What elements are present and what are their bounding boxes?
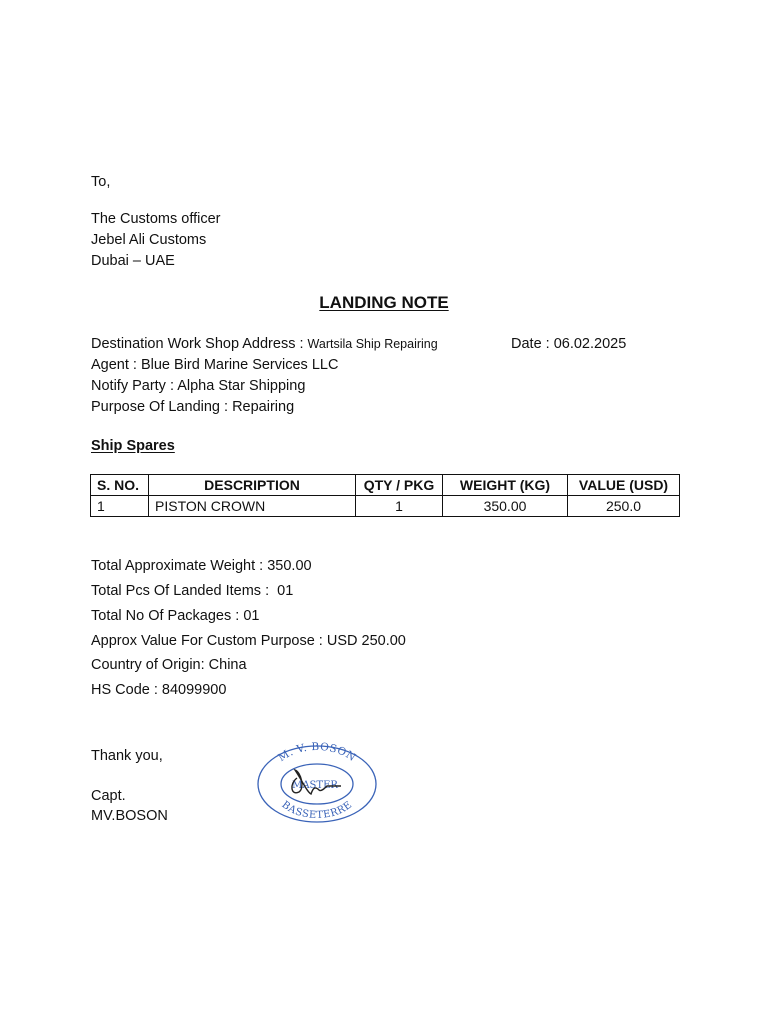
recipient-line-3: Dubai – UAE [91,253,175,269]
cell-value: 250.0 [568,496,680,517]
table-row [91,496,680,517]
ship-stamp [255,742,379,826]
signatory-rank: Capt. [91,788,126,804]
closing-thanks: Thank you, [91,748,163,764]
workshop-label: Destination Work Shop Address : [91,336,308,352]
document-date: Date : 06.02.2025 [511,336,627,352]
stamp-top-text: M. V. BOSON [276,742,358,765]
recipient-line-2: Jebel Ali Customs [91,232,207,248]
column-header-sno: S. NO. [91,475,149,496]
section-heading: Ship Spares [91,438,175,454]
salutation: To, [91,174,111,190]
total-weight: Total Approximate Weight : 350.00 [91,558,312,574]
signatory-vessel: MV.BOSON [91,808,168,824]
document-title: LANDING NOTE [319,293,449,312]
stamp-bottom-text: BASSETERRE [279,799,355,822]
notify-party-line: Notify Party : Alpha Star Shipping [91,378,306,394]
column-header-qty: QTY / PKG [356,475,443,496]
total-packages: Total No Of Packages : 01 [91,608,260,624]
cell-weight: 350.00 [443,496,568,517]
cell-sno: 1 [91,496,149,517]
stamp-middle-text: MASTER [292,780,338,791]
spares-table [90,474,680,517]
total-pcs: Total Pcs Of Landed Items : 01 [91,583,294,599]
workshop-address [91,335,438,353]
column-header-weight: WEIGHT (KG) [443,475,568,496]
workshop-value: Wartsila Ship Repairing [307,337,438,351]
column-header-description: DESCRIPTION [149,475,356,496]
approx-value: Approx Value For Custom Purpose : USD 250.00 [91,633,406,649]
hs-code: HS Code : 84099900 [91,682,227,698]
purpose-line: Purpose Of Landing : Repairing [91,399,295,415]
column-header-value: VALUE (USD) [568,475,680,496]
agent-line: Agent : Blue Bird Marine Services LLC [91,357,339,373]
cell-description: PISTON CROWN [149,496,356,517]
table-header-row [91,475,680,496]
recipient-line-1: The Customs officer [91,211,221,227]
country-of-origin: Country of Origin: China [91,657,247,673]
cell-qty: 1 [356,496,443,517]
